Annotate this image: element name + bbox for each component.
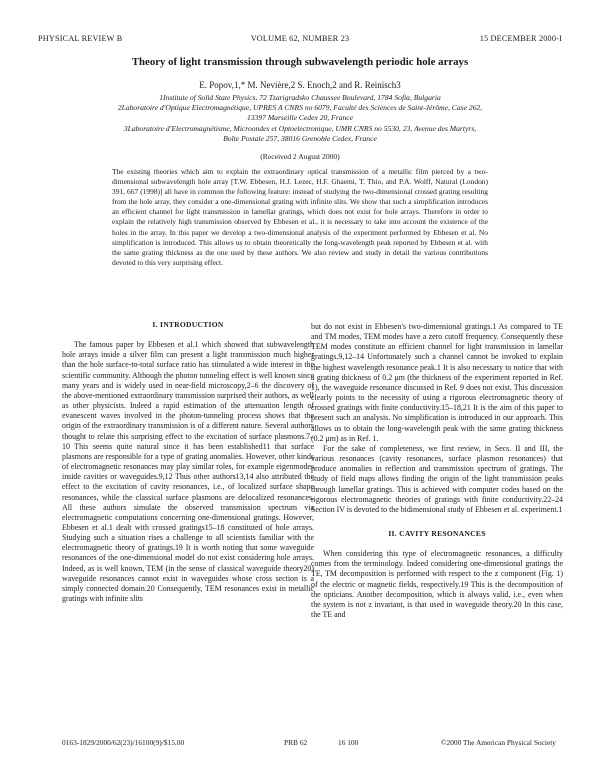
affiliation-2-cont: 13397 Marseille Cedex 20, France bbox=[246, 113, 354, 122]
footer-code: 0163-1829/2000/62(23)/16100(9)/$15.00 bbox=[62, 738, 185, 747]
footer-copyright: ©2000 The American Physical Society bbox=[440, 738, 556, 747]
affiliation-3: 3Laboratoire d'Electromagnétisme, Microondes et Optoelectronique, UMR CNRS no 5530, 23, Avenue des Martyrs, bbox=[123, 124, 477, 133]
footer-page-number: 16 100 bbox=[338, 738, 359, 747]
volume-number: VOLUME 62, NUMBER 23 bbox=[250, 34, 350, 43]
journal-name: PHYSICAL REVIEW B bbox=[38, 34, 123, 43]
right-column bbox=[311, 322, 563, 620]
intro-paragraph-2: For the sake of completeness, we first review, in Secs. II and III, the various resonances (cavity resonances, surface plasmon resonances) that produce anomalies in reflection and transmission spectrum of gratings. The study of field maps allows finding the origin of the light transmission peaks through lamellar gratings. This is achieved with computer codes based on the rigorous electromagnetic theories of gratings with finite conductivity.22–24 Section IV is devoted to the bidimensional study of Ebbesen et al. experiment.1 bbox=[311, 443, 563, 514]
affiliation-3-cont: Boîte Postale 257, 38016 Grenoble Cedex, France bbox=[223, 134, 377, 143]
affiliation-2: 2Laboratoire d'Optique Electromagnétique, UPRES A CNRS no 6079, Faculté des Sciences de Saint-Jérôme, Case 262, bbox=[117, 103, 483, 112]
left-column bbox=[62, 316, 314, 604]
paper-title: Theory of light transmission through subwavelength periodic hole arrays bbox=[131, 56, 469, 68]
page-footer bbox=[62, 738, 556, 750]
issue-date: 15 DECEMBER 2000-I bbox=[479, 34, 562, 43]
intro-paragraph: The famous paper by Ebbesen et al.1 which showed that subwavelength hole arrays inside a silver film can present a light transmission much higher than the hole surface-to-total surface ratio has stimulated a wide interest in the scientific community. Although the photon tunneling effect is well known since many years and is widely used in near-field microscopy,2–6 the discovery of the above-mentioned extraordinary transmission surprised their authors, as well as other physicists. Indeed a rapid estimation of the attenuation length of evanescent waves involved in the photon-tunneling process shows that the origin of the extraordinary transmission is of a different nature. Several authors thought to relate this surprising effect to the excitation of surface plasmons.7–10 This seems quite natural since it has been established11 that surface plasmons are responsible for a type of grating anomalies. However, other kinds of electromagnetic resonances may play similar roles, for example eigenmodes inside cavities or waveguides.9,12 Thus other authors13,14 also attributed the effect to the excitation of cavity resonances, i.e., of localized surface shape resonances, while the classical surface plasmons are delocalized resonances. All these authors simulate the observed transmission spectrum via electromagnetic computations concerning one-dimensional gratings. However, Ebbesen et al.1 dealt with crossed gratings15–18 constituted of hole arrays. Studying such a situation rises a challenge to all scientists familiar with the electromagnetic theory of gratings.19 It is worth noting that some waveguide resonances of the one-dimensional model do not exist considering hole arrays. Indeed, as is well known, TEM (in the sense of classical waveguide theory20) waveguide resonances cannot exist in waveguides whose cross section is a simply connected domain.20 Consequently, TEM resonances exist in metallic gratings with infinite slits bbox=[62, 340, 314, 604]
affiliation-1: 1Institute of Solid State Physics, 72 Tzarigradsko Chaussee Boulevard, 1784 Sofia, Bulgaria bbox=[159, 93, 441, 102]
section-heading-cavity-resonances: II. CAVITY RESONANCES bbox=[388, 528, 486, 538]
running-header bbox=[38, 34, 562, 46]
footer-journal-volume: PRB 62 bbox=[284, 738, 308, 747]
received-date: (Received 2 August 2000) bbox=[260, 152, 340, 161]
section-heading-introduction: I. INTRODUCTION bbox=[152, 320, 224, 329]
cavity-paragraph: When considering this type of electromagnetic resonances, a difficulty comes from the terminology. Indeed considering one-dimensional gratings the TE, TM decomposition is performed with respect to the z component (Fig. 1) of the electric or magnetic fields, respectively.19 This is the decomposition of the opticians. Another decomposition, which is always valid, i.e., even when the system is not z invariant, is that used in waveguide theory.20 In this case, the TE and bbox=[311, 549, 563, 620]
abstract: The existing theories which aim to explain the extraordinary optical transmission of a metallic film pierced by a two-dimensional subwavelength hole array [T.W. Ebbesen, H.J. Lezec, H.F. Ghaemi, T. Thio, and P.A. Wolff, Natural (London) 391, 667 (1998)] all have in common the following feature: instead of studying the two-dimensional crossed grating resulting from the hole array, they consider a one-dimensional grating with infinite slits. We show that such a simplification introduces an efficient channel for light transmission in lamellar gratings, which does not exist for hole arrays. Therefore in order to explain the relatively high transmission observed by Ebbesen et al., it is necessary to take into account the existence of the holes in the array. In this paper we develop a two-dimensional analysis of the experiment performed by Ebbesen et al. No simplification is introduced. This allows us to obtain theoretically the long-wavelength peak reported by Ebbesen et al. with the same grating thickness as the one used by these authors. We also review and study in detail the various contributions devoted to this very surprising effect. bbox=[112, 167, 488, 267]
author-list: E. Popov,1,* M. Nevière,2 S. Enoch,2 and R. Reinisch3 bbox=[199, 80, 401, 90]
intro-paragraph-continued: but do not exist in Ebbesen's two-dimensional gratings.1 As compared to TE and TM modes, TEM modes have a zero cutoff frequency. Consequently these TEM modes constitute an efficient channel for light transmission in lamellar gratings.9,12–14 Unfortunately such a channel cannot be invoked to explain the highest wavelength resonance peak.1 It is also necessary to notice that with a grating thickness of 0.2 μm (the thickness of the experiment reported in Ref. 1), the waveguide resonance discussed in Ref. 9 does not exist. This discussion clearly points to the necessity of using a rigorous electromagnetic theory of crossed gratings with finite conductivity.15–18,21 It is the aim of this paper to present such an analysis. No simplification is introduced in our approach. This allows us to obtain the long-wavelength peak with the same grating thickness (0.2 μm) as in Ref. 1. bbox=[311, 322, 563, 443]
